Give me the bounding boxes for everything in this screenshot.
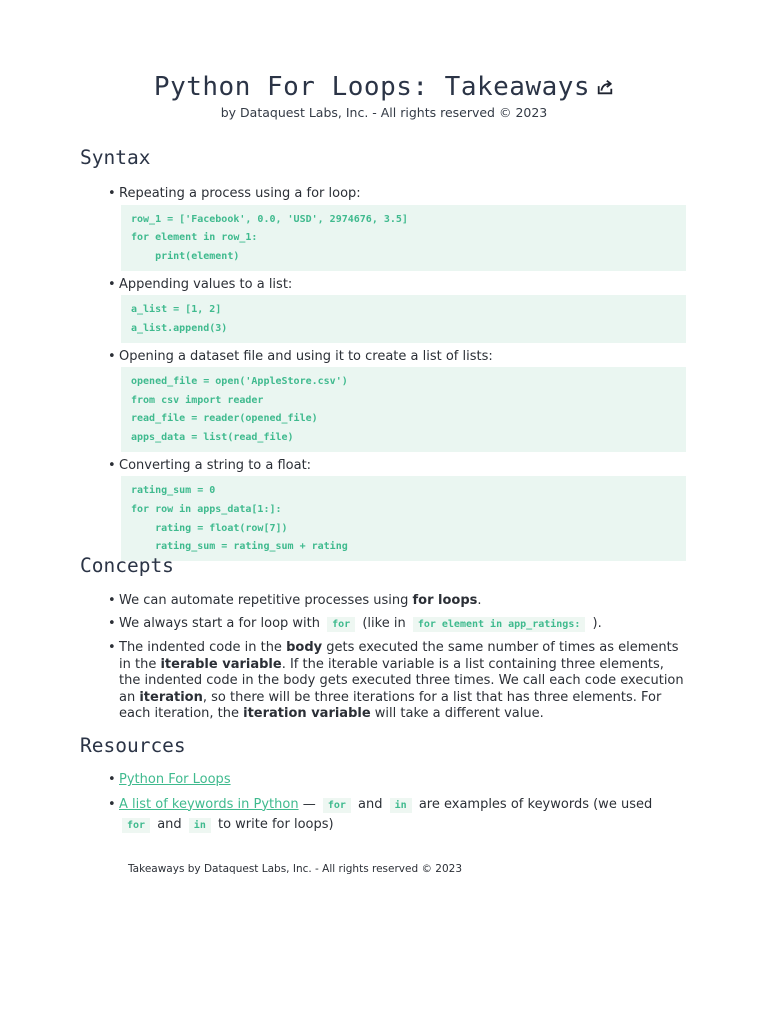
concept-bold: iterable variable [160,656,282,672]
concept-text: . [477,593,482,608]
concept-text: We always start a for loop with [119,615,325,631]
code-block: row_1 = ['Facebook', 0.0, 'USD', 2974676, 3.5] for element in row_1: print(element) [121,205,686,271]
syntax-item [104,186,686,271]
syntax-item-label: Repeating a process using a for loop: [119,186,361,201]
concept-text: . If the iterable variable is a list containing three elements, the indented code in the body gets executed three times. We call each code execution an [119,656,684,705]
concept-bold: body [286,640,323,655]
concept-text: will take a different value. [370,706,544,721]
concept-text: We can automate repetitive processes using [119,593,413,608]
resource-link-python-for-loops[interactable]: Python For Loops [119,772,231,787]
resource-text: and [353,796,387,812]
concept-text: ). [588,615,602,631]
syntax-item-label: Appending values to a list: [119,276,293,292]
syntax-item [104,458,686,561]
concept-bold: for loops [412,593,478,608]
code-block: a_list = [1, 2] a_list.append(3) [121,295,686,342]
concept-text: , so there will be three iterations for a list that has three elements. For each iteration, the [119,689,662,721]
inline-code: in [189,818,211,833]
share-icon[interactable] [596,78,614,96]
resource-item [104,772,686,789]
syntax-list [104,186,686,561]
section-heading-resources: Resources [80,734,186,757]
inline-code: for element in app_ratings: [413,617,586,632]
syntax-item-label: Converting a string to a float: [119,457,312,473]
page-subtitle: by Dataquest Labs, Inc. - All rights reserved © 2023 [220,105,548,120]
code-block: opened_file = open('AppleStore.csv') from csv import reader read_file = reader(opened_file) apps_data = list(read_file) [121,367,686,452]
section-heading-concepts: Concepts [80,554,174,577]
resource-text: — [298,796,320,812]
syntax-item [104,277,686,343]
syntax-item [104,349,686,452]
concept-bold: iteration [139,689,203,705]
concept-item [104,616,686,634]
concept-item [104,593,686,610]
section-heading-syntax: Syntax [80,146,151,169]
resource-link-keywords[interactable]: A list of keywords in Python [119,796,299,812]
resource-text: are examples of keywords (we used [414,796,653,812]
page-title [154,72,614,102]
resource-item [104,795,686,835]
title-wrap [0,72,768,102]
resource-text: to write for loops) [213,816,334,832]
syntax-item-label: Opening a dataset file and using it to create a list of lists: [119,348,493,364]
concept-text: (like in [358,615,410,631]
resource-text: and [153,816,186,832]
page-title-text: Python For Loops: Takeaways [153,72,591,102]
concept-text: gets executed the same number of times as elements in the [119,640,679,672]
concept-text: The indented code in the [119,640,287,655]
inline-code: for [323,798,351,813]
inline-code: for [122,818,150,833]
footer-text: Takeaways by Dataquest Labs, Inc. - All rights reserved © 2023 [128,863,463,875]
concept-bold: iteration variable [243,706,371,721]
inline-code: in [390,798,412,813]
inline-code: for [327,617,355,632]
concept-item [104,640,686,723]
code-block: rating_sum = 0 for row in apps_data[1:]: rating = float(row[7]) rating_sum = rating_sum + rating [121,476,686,561]
concepts-list [104,593,686,723]
resources-list [104,772,686,835]
